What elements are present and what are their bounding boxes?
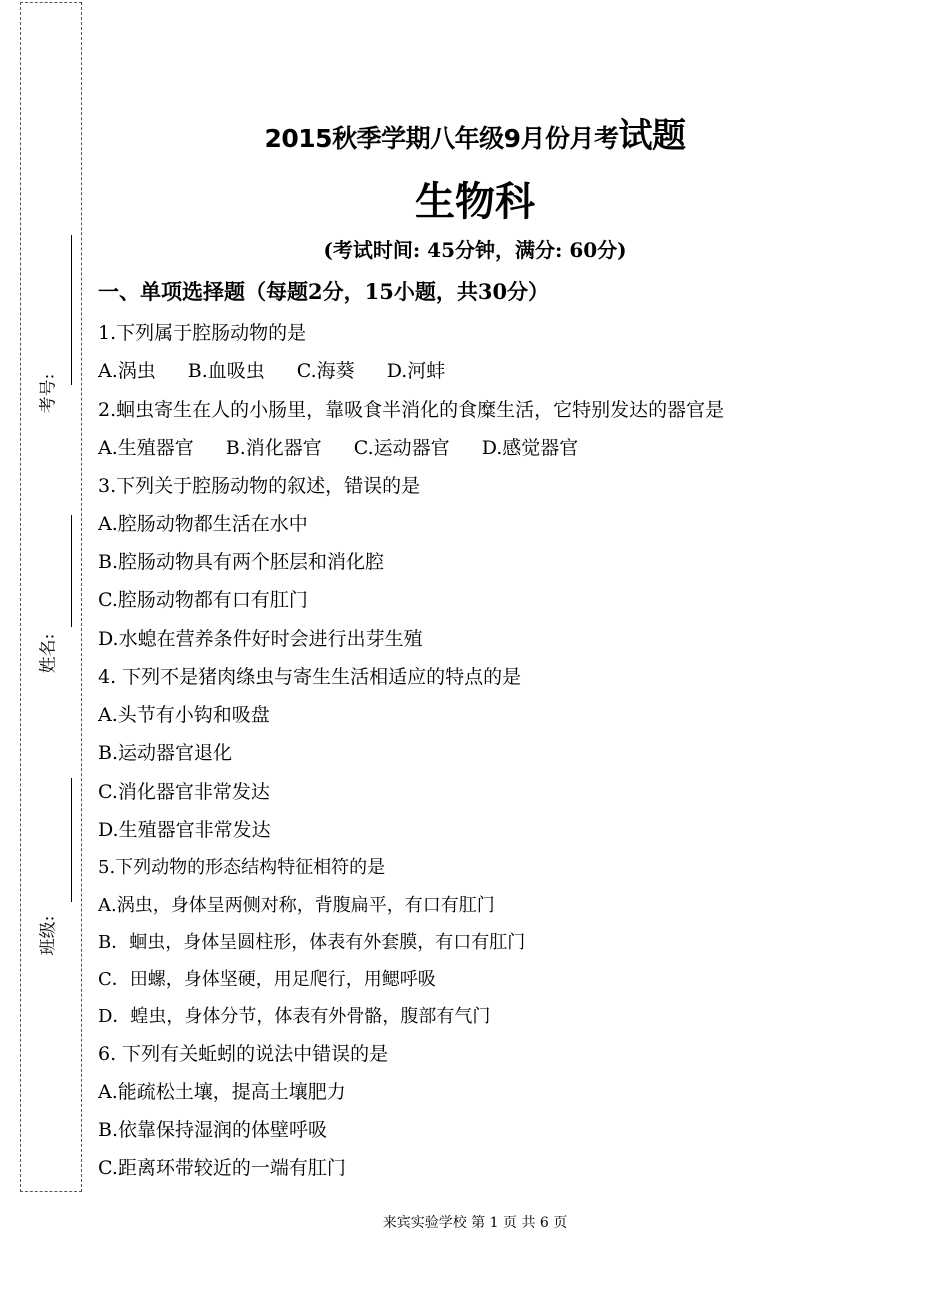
exam-no-line [71, 235, 72, 385]
option: B.消化器官 [225, 437, 322, 459]
exam-title-main: 2015秋季学期八年级9月份月考 [264, 124, 619, 153]
question-2-options [98, 433, 610, 460]
option: A.涡虫 [98, 360, 156, 382]
binding-strip [20, 2, 82, 1192]
question-3-option-d: D.水螅在营养条件好时会进行出芽生殖 [98, 628, 423, 650]
question-5-option-c: C．田螺，身体坚硬，用足爬行，用鳃呼吸 [98, 969, 436, 990]
question-5-option-b: B．蛔虫，身体呈圆柱形，体表有外套膜，有口有肛门 [98, 932, 526, 953]
option: C.运动器官 [353, 437, 450, 459]
class-label: 班级: [38, 915, 59, 955]
question-3-option-a: A.腔肠动物都生活在水中 [98, 513, 308, 535]
option: C.海葵 [296, 360, 355, 382]
section-heading: 一、单项选择题（每题2分，15小题，共30分） [98, 279, 550, 304]
question-5-option-a: A.涡虫，身体呈两侧对称，背腹扁平，有口有肛门 [98, 895, 495, 916]
question-6-option-a: A.能疏松土壤，提高土壤肥力 [98, 1081, 346, 1103]
question-3-stem: 3.下列关于腔肠动物的叙述，错误的是 [98, 475, 421, 497]
question-4-option-b: B.运动器官退化 [98, 742, 233, 764]
question-4-option-c: C.消化器官非常发达 [98, 781, 270, 803]
subject-title: 生物科 [415, 179, 535, 225]
question-4-option-a: A.头节有小钩和吸盘 [98, 704, 270, 726]
option: D.感觉器官 [481, 437, 579, 459]
option: A.生殖器官 [98, 437, 194, 459]
question-4-stem: 4. 下列不是猪肉绦虫与寄生生活相适应的特点的是 [98, 666, 522, 688]
question-2-stem: 2.蛔虫寄生在人的小肠里，靠吸食半消化的食糜生活，它特别发达的器官是 [98, 399, 725, 421]
page-footer: 来宾实验学校 第 1 页 共 6 页 [382, 1215, 568, 1231]
question-5-stem: 5.下列动物的形态结构特征相符的是 [98, 857, 386, 878]
exam-no-label: 考号: [38, 373, 59, 413]
question-6-option-c: C.距离环带较近的一端有肛门 [98, 1157, 346, 1179]
question-3-option-b: B.腔肠动物具有两个胚层和消化腔 [98, 551, 385, 573]
name-label: 姓名: [38, 633, 59, 673]
question-6-stem: 6. 下列有关蚯蚓的说法中错误的是 [98, 1043, 389, 1065]
name-line [71, 515, 72, 627]
option: B.血吸虫 [187, 360, 265, 382]
class-line [71, 778, 72, 902]
question-5-option-d: D．蝗虫，身体分节，体表有外骨骼，腹部有气门 [98, 1006, 491, 1027]
question-3-option-c: C.腔肠动物都有口有肛门 [98, 589, 308, 611]
exam-info: (考试时间: 45分钟，满分: 60分) [323, 238, 627, 262]
exam-title [100, 108, 850, 157]
question-1-stem: 1.下列属于腔肠动物的是 [98, 322, 307, 344]
question-6-option-b: B.依靠保持湿润的体壁呼吸 [98, 1119, 328, 1141]
question-4-option-d: D.生殖器官非常发达 [98, 819, 271, 841]
exam-title-suffix: 试题 [618, 116, 686, 156]
option: D.河蚌 [386, 360, 446, 382]
question-1-options [98, 356, 477, 383]
